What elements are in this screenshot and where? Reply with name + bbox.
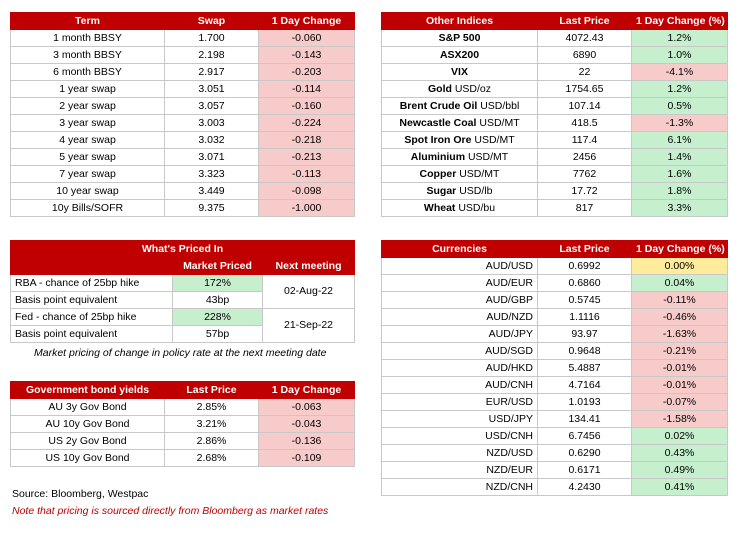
priced-value: 57bp bbox=[173, 326, 263, 343]
col-last-price: Last Price bbox=[538, 13, 632, 30]
index-name-text: Aluminium bbox=[410, 150, 466, 163]
bond-yields-table bbox=[10, 381, 355, 467]
swap-change: -0.224 bbox=[259, 115, 355, 132]
priced-label: RBA - chance of 25bp hike bbox=[11, 275, 173, 292]
priced-value: 172% bbox=[173, 275, 263, 292]
currency-pair: AUD/NZD bbox=[382, 309, 538, 326]
index-name bbox=[382, 81, 538, 98]
table-row bbox=[11, 30, 355, 47]
currency-pair: EUR/USD bbox=[382, 394, 538, 411]
col-fx-change: 1 Day Change (%) bbox=[632, 241, 728, 258]
bond-price: 2.68% bbox=[165, 450, 259, 467]
index-price: 107.14 bbox=[538, 98, 632, 115]
term-label: 3 month BBSY bbox=[11, 47, 165, 64]
priced-value: 43bp bbox=[173, 292, 263, 309]
table-row bbox=[11, 115, 355, 132]
priced-label: Basis point equivalent bbox=[11, 292, 173, 309]
bond-change: -0.136 bbox=[259, 433, 355, 450]
table-row bbox=[382, 132, 728, 149]
col-swap: Swap bbox=[165, 13, 259, 30]
currency-change: -0.01% bbox=[632, 360, 728, 377]
index-name-text: Spot Iron Ore bbox=[404, 133, 472, 146]
index-change: 3.3% bbox=[632, 200, 728, 217]
swap-value: 3.449 bbox=[165, 183, 259, 200]
term-label: 10y Bills/SOFR bbox=[11, 200, 165, 217]
index-change: 1.4% bbox=[632, 149, 728, 166]
table-row bbox=[382, 343, 728, 360]
currency-change: 0.49% bbox=[632, 462, 728, 479]
currency-change: -0.46% bbox=[632, 309, 728, 326]
bond-change: -0.043 bbox=[259, 416, 355, 433]
index-unit: USD/bu bbox=[455, 201, 496, 214]
currency-price: 0.6290 bbox=[538, 445, 632, 462]
index-price: 4072.43 bbox=[538, 30, 632, 47]
currency-price: 0.9648 bbox=[538, 343, 632, 360]
index-price: 117.4 bbox=[538, 132, 632, 149]
index-name bbox=[382, 149, 538, 166]
table-row bbox=[382, 47, 728, 64]
term-label: 6 month BBSY bbox=[11, 64, 165, 81]
index-name-text: Sugar bbox=[426, 184, 457, 197]
term-label: 7 year swap bbox=[11, 166, 165, 183]
table-row bbox=[11, 433, 355, 450]
swap-value: 3.071 bbox=[165, 149, 259, 166]
col-bond-change: 1 Day Change bbox=[259, 382, 355, 399]
table-row bbox=[11, 81, 355, 98]
currency-change: -1.58% bbox=[632, 411, 728, 428]
swap-change: -0.114 bbox=[259, 81, 355, 98]
index-name bbox=[382, 98, 538, 115]
term-label: 1 year swap bbox=[11, 81, 165, 98]
table-row bbox=[11, 98, 355, 115]
swap-change: -0.113 bbox=[259, 166, 355, 183]
col-change: 1 Day Change bbox=[259, 13, 355, 30]
priced-label: Fed - chance of 25bp hike bbox=[11, 309, 173, 326]
table-row bbox=[382, 411, 728, 428]
swap-value: 9.375 bbox=[165, 200, 259, 217]
currency-price: 1.1116 bbox=[538, 309, 632, 326]
currency-pair: NZD/EUR bbox=[382, 462, 538, 479]
index-name-text: Brent Crude Oil bbox=[399, 99, 478, 112]
swap-change: -0.213 bbox=[259, 149, 355, 166]
col-change-pct: 1 Day Change (%) bbox=[632, 13, 728, 30]
bond-name: US 10y Gov Bond bbox=[11, 450, 165, 467]
swap-change: -0.060 bbox=[259, 30, 355, 47]
currency-change: 0.02% bbox=[632, 428, 728, 445]
currency-change: 0.04% bbox=[632, 275, 728, 292]
priced-value: 228% bbox=[173, 309, 263, 326]
table-row bbox=[382, 183, 728, 200]
table-row bbox=[11, 200, 355, 217]
source-note: Source: Bloomberg, Westpac bbox=[12, 488, 149, 500]
disclaimer-note: Note that pricing is sourced directly from Bloomberg as market rates bbox=[12, 505, 329, 517]
table-row bbox=[11, 309, 355, 326]
bond-change: -0.063 bbox=[259, 399, 355, 416]
bond-price: 3.21% bbox=[165, 416, 259, 433]
table-row bbox=[11, 416, 355, 433]
index-change: 0.5% bbox=[632, 98, 728, 115]
swap-value: 3.323 bbox=[165, 166, 259, 183]
swap-change: -0.098 bbox=[259, 183, 355, 200]
index-name bbox=[382, 115, 538, 132]
index-change: -4.1% bbox=[632, 64, 728, 81]
index-price: 418.5 bbox=[538, 115, 632, 132]
index-unit: USD/MT bbox=[476, 116, 520, 129]
col-next-meeting: Next meeting bbox=[263, 258, 355, 275]
index-change: 1.8% bbox=[632, 183, 728, 200]
currency-change: 0.41% bbox=[632, 479, 728, 496]
swap-change: -0.218 bbox=[259, 132, 355, 149]
currency-change: -1.63% bbox=[632, 326, 728, 343]
currency-pair: AUD/EUR bbox=[382, 275, 538, 292]
index-name-text: Wheat bbox=[423, 201, 456, 214]
table-row bbox=[382, 200, 728, 217]
col-market-priced: Market Priced bbox=[173, 258, 263, 275]
table-row bbox=[382, 377, 728, 394]
table-row bbox=[11, 183, 355, 200]
term-label: 1 month BBSY bbox=[11, 30, 165, 47]
term-label: 2 year swap bbox=[11, 98, 165, 115]
index-unit: USD/bbl bbox=[477, 99, 520, 112]
index-change: 1.2% bbox=[632, 30, 728, 47]
col-bond: Government bond yields bbox=[11, 382, 165, 399]
currency-pair: AUD/SGD bbox=[382, 343, 538, 360]
next-meeting-date: 02-Aug-22 bbox=[263, 275, 355, 309]
priced-in-title: What's Priced In bbox=[11, 241, 355, 258]
index-price: 1754.65 bbox=[538, 81, 632, 98]
currency-change: -0.01% bbox=[632, 377, 728, 394]
index-price: 6890 bbox=[538, 47, 632, 64]
col-fx-price: Last Price bbox=[538, 241, 632, 258]
currency-pair: AUD/GBP bbox=[382, 292, 538, 309]
term-label: 4 year swap bbox=[11, 132, 165, 149]
currency-pair: AUD/HKD bbox=[382, 360, 538, 377]
index-name bbox=[382, 30, 538, 47]
swap-value: 2.917 bbox=[165, 64, 259, 81]
swap-change: -0.160 bbox=[259, 98, 355, 115]
index-change: -1.3% bbox=[632, 115, 728, 132]
index-name-text: ASX200 bbox=[439, 48, 480, 61]
currency-price: 0.6992 bbox=[538, 258, 632, 275]
index-change: 1.2% bbox=[632, 81, 728, 98]
index-name bbox=[382, 200, 538, 217]
table-row bbox=[382, 309, 728, 326]
swap-value: 1.700 bbox=[165, 30, 259, 47]
currency-pair: NZD/USD bbox=[382, 445, 538, 462]
currency-change: -0.11% bbox=[632, 292, 728, 309]
currency-price: 0.5745 bbox=[538, 292, 632, 309]
bond-price: 2.86% bbox=[165, 433, 259, 450]
indices-table bbox=[381, 12, 728, 217]
priced-blank-header bbox=[11, 258, 173, 275]
index-name bbox=[382, 132, 538, 149]
swap-value: 3.032 bbox=[165, 132, 259, 149]
currency-change: 0.00% bbox=[632, 258, 728, 275]
priced-in-note: Market pricing of change in policy rate at the next meeting date bbox=[34, 347, 327, 359]
term-label: 3 year swap bbox=[11, 115, 165, 132]
index-change: 6.1% bbox=[632, 132, 728, 149]
next-meeting-date: 21-Sep-22 bbox=[263, 309, 355, 343]
table-row bbox=[382, 166, 728, 183]
index-name-text: Gold bbox=[427, 82, 452, 95]
term-label: 5 year swap bbox=[11, 149, 165, 166]
table-row bbox=[382, 64, 728, 81]
bond-name: US 2y Gov Bond bbox=[11, 433, 165, 450]
currency-price: 4.7164 bbox=[538, 377, 632, 394]
index-name bbox=[382, 166, 538, 183]
currency-pair: NZD/CNH bbox=[382, 479, 538, 496]
currency-price: 0.6171 bbox=[538, 462, 632, 479]
currency-pair: USD/CNH bbox=[382, 428, 538, 445]
index-name bbox=[382, 64, 538, 81]
index-price: 17.72 bbox=[538, 183, 632, 200]
currency-change: 0.43% bbox=[632, 445, 728, 462]
table-row bbox=[11, 275, 355, 292]
swap-value: 3.051 bbox=[165, 81, 259, 98]
table-row bbox=[382, 292, 728, 309]
index-unit: USD/oz bbox=[451, 82, 491, 95]
table-row bbox=[382, 445, 728, 462]
currency-pair: USD/JPY bbox=[382, 411, 538, 428]
col-index: Other Indices bbox=[382, 13, 538, 30]
priced-in-table bbox=[10, 240, 355, 343]
table-row bbox=[11, 399, 355, 416]
swap-change: -0.143 bbox=[259, 47, 355, 64]
index-price: 2456 bbox=[538, 149, 632, 166]
currency-price: 1.0193 bbox=[538, 394, 632, 411]
index-name-text: Copper bbox=[419, 167, 457, 180]
table-row bbox=[382, 258, 728, 275]
table-row bbox=[382, 462, 728, 479]
table-row bbox=[382, 115, 728, 132]
table-row bbox=[382, 275, 728, 292]
index-name bbox=[382, 47, 538, 64]
table-row bbox=[382, 30, 728, 47]
index-name bbox=[382, 183, 538, 200]
currency-price: 134.41 bbox=[538, 411, 632, 428]
bond-change: -0.109 bbox=[259, 450, 355, 467]
currency-pair: AUD/JPY bbox=[382, 326, 538, 343]
currency-price: 4.2430 bbox=[538, 479, 632, 496]
swap-value: 3.057 bbox=[165, 98, 259, 115]
priced-label: Basis point equivalent bbox=[11, 326, 173, 343]
table-row bbox=[11, 166, 355, 183]
table-row bbox=[11, 47, 355, 64]
currency-change: -0.21% bbox=[632, 343, 728, 360]
table-row bbox=[382, 428, 728, 445]
col-bond-price: Last Price bbox=[165, 382, 259, 399]
index-name-text: Newcastle Coal bbox=[399, 116, 477, 129]
bond-name: AU 10y Gov Bond bbox=[11, 416, 165, 433]
table-row bbox=[11, 149, 355, 166]
swap-table bbox=[10, 12, 355, 217]
col-term: Term bbox=[11, 13, 165, 30]
index-price: 817 bbox=[538, 200, 632, 217]
bond-name: AU 3y Gov Bond bbox=[11, 399, 165, 416]
currency-change: -0.07% bbox=[632, 394, 728, 411]
index-name-text: VIX bbox=[451, 65, 468, 78]
currency-pair: AUD/USD bbox=[382, 258, 538, 275]
index-change: 1.6% bbox=[632, 166, 728, 183]
currency-price: 5.4887 bbox=[538, 360, 632, 377]
table-row bbox=[11, 64, 355, 81]
currency-price: 6.7456 bbox=[538, 428, 632, 445]
index-unit: USD/MT bbox=[471, 133, 515, 146]
term-label: 10 year swap bbox=[11, 183, 165, 200]
index-unit: USD/MT bbox=[465, 150, 509, 163]
index-price: 22 bbox=[538, 64, 632, 81]
table-row bbox=[11, 132, 355, 149]
table-row bbox=[382, 394, 728, 411]
currency-price: 93.97 bbox=[538, 326, 632, 343]
table-row bbox=[382, 81, 728, 98]
table-row bbox=[11, 450, 355, 467]
index-unit: USD/MT bbox=[456, 167, 500, 180]
table-row bbox=[382, 98, 728, 115]
swap-change: -0.203 bbox=[259, 64, 355, 81]
swap-value: 2.198 bbox=[165, 47, 259, 64]
index-name-text: S&P 500 bbox=[438, 31, 481, 44]
table-row bbox=[382, 326, 728, 343]
currency-pair: AUD/CNH bbox=[382, 377, 538, 394]
swap-value: 3.003 bbox=[165, 115, 259, 132]
table-row bbox=[382, 479, 728, 496]
currency-price: 0.6860 bbox=[538, 275, 632, 292]
index-change: 1.0% bbox=[632, 47, 728, 64]
table-row bbox=[382, 360, 728, 377]
table-row bbox=[382, 149, 728, 166]
currencies-table bbox=[381, 240, 728, 496]
index-unit: USD/lb bbox=[456, 184, 493, 197]
index-price: 7762 bbox=[538, 166, 632, 183]
bond-price: 2.85% bbox=[165, 399, 259, 416]
swap-change: -1.000 bbox=[259, 200, 355, 217]
col-currency: Currencies bbox=[382, 241, 538, 258]
